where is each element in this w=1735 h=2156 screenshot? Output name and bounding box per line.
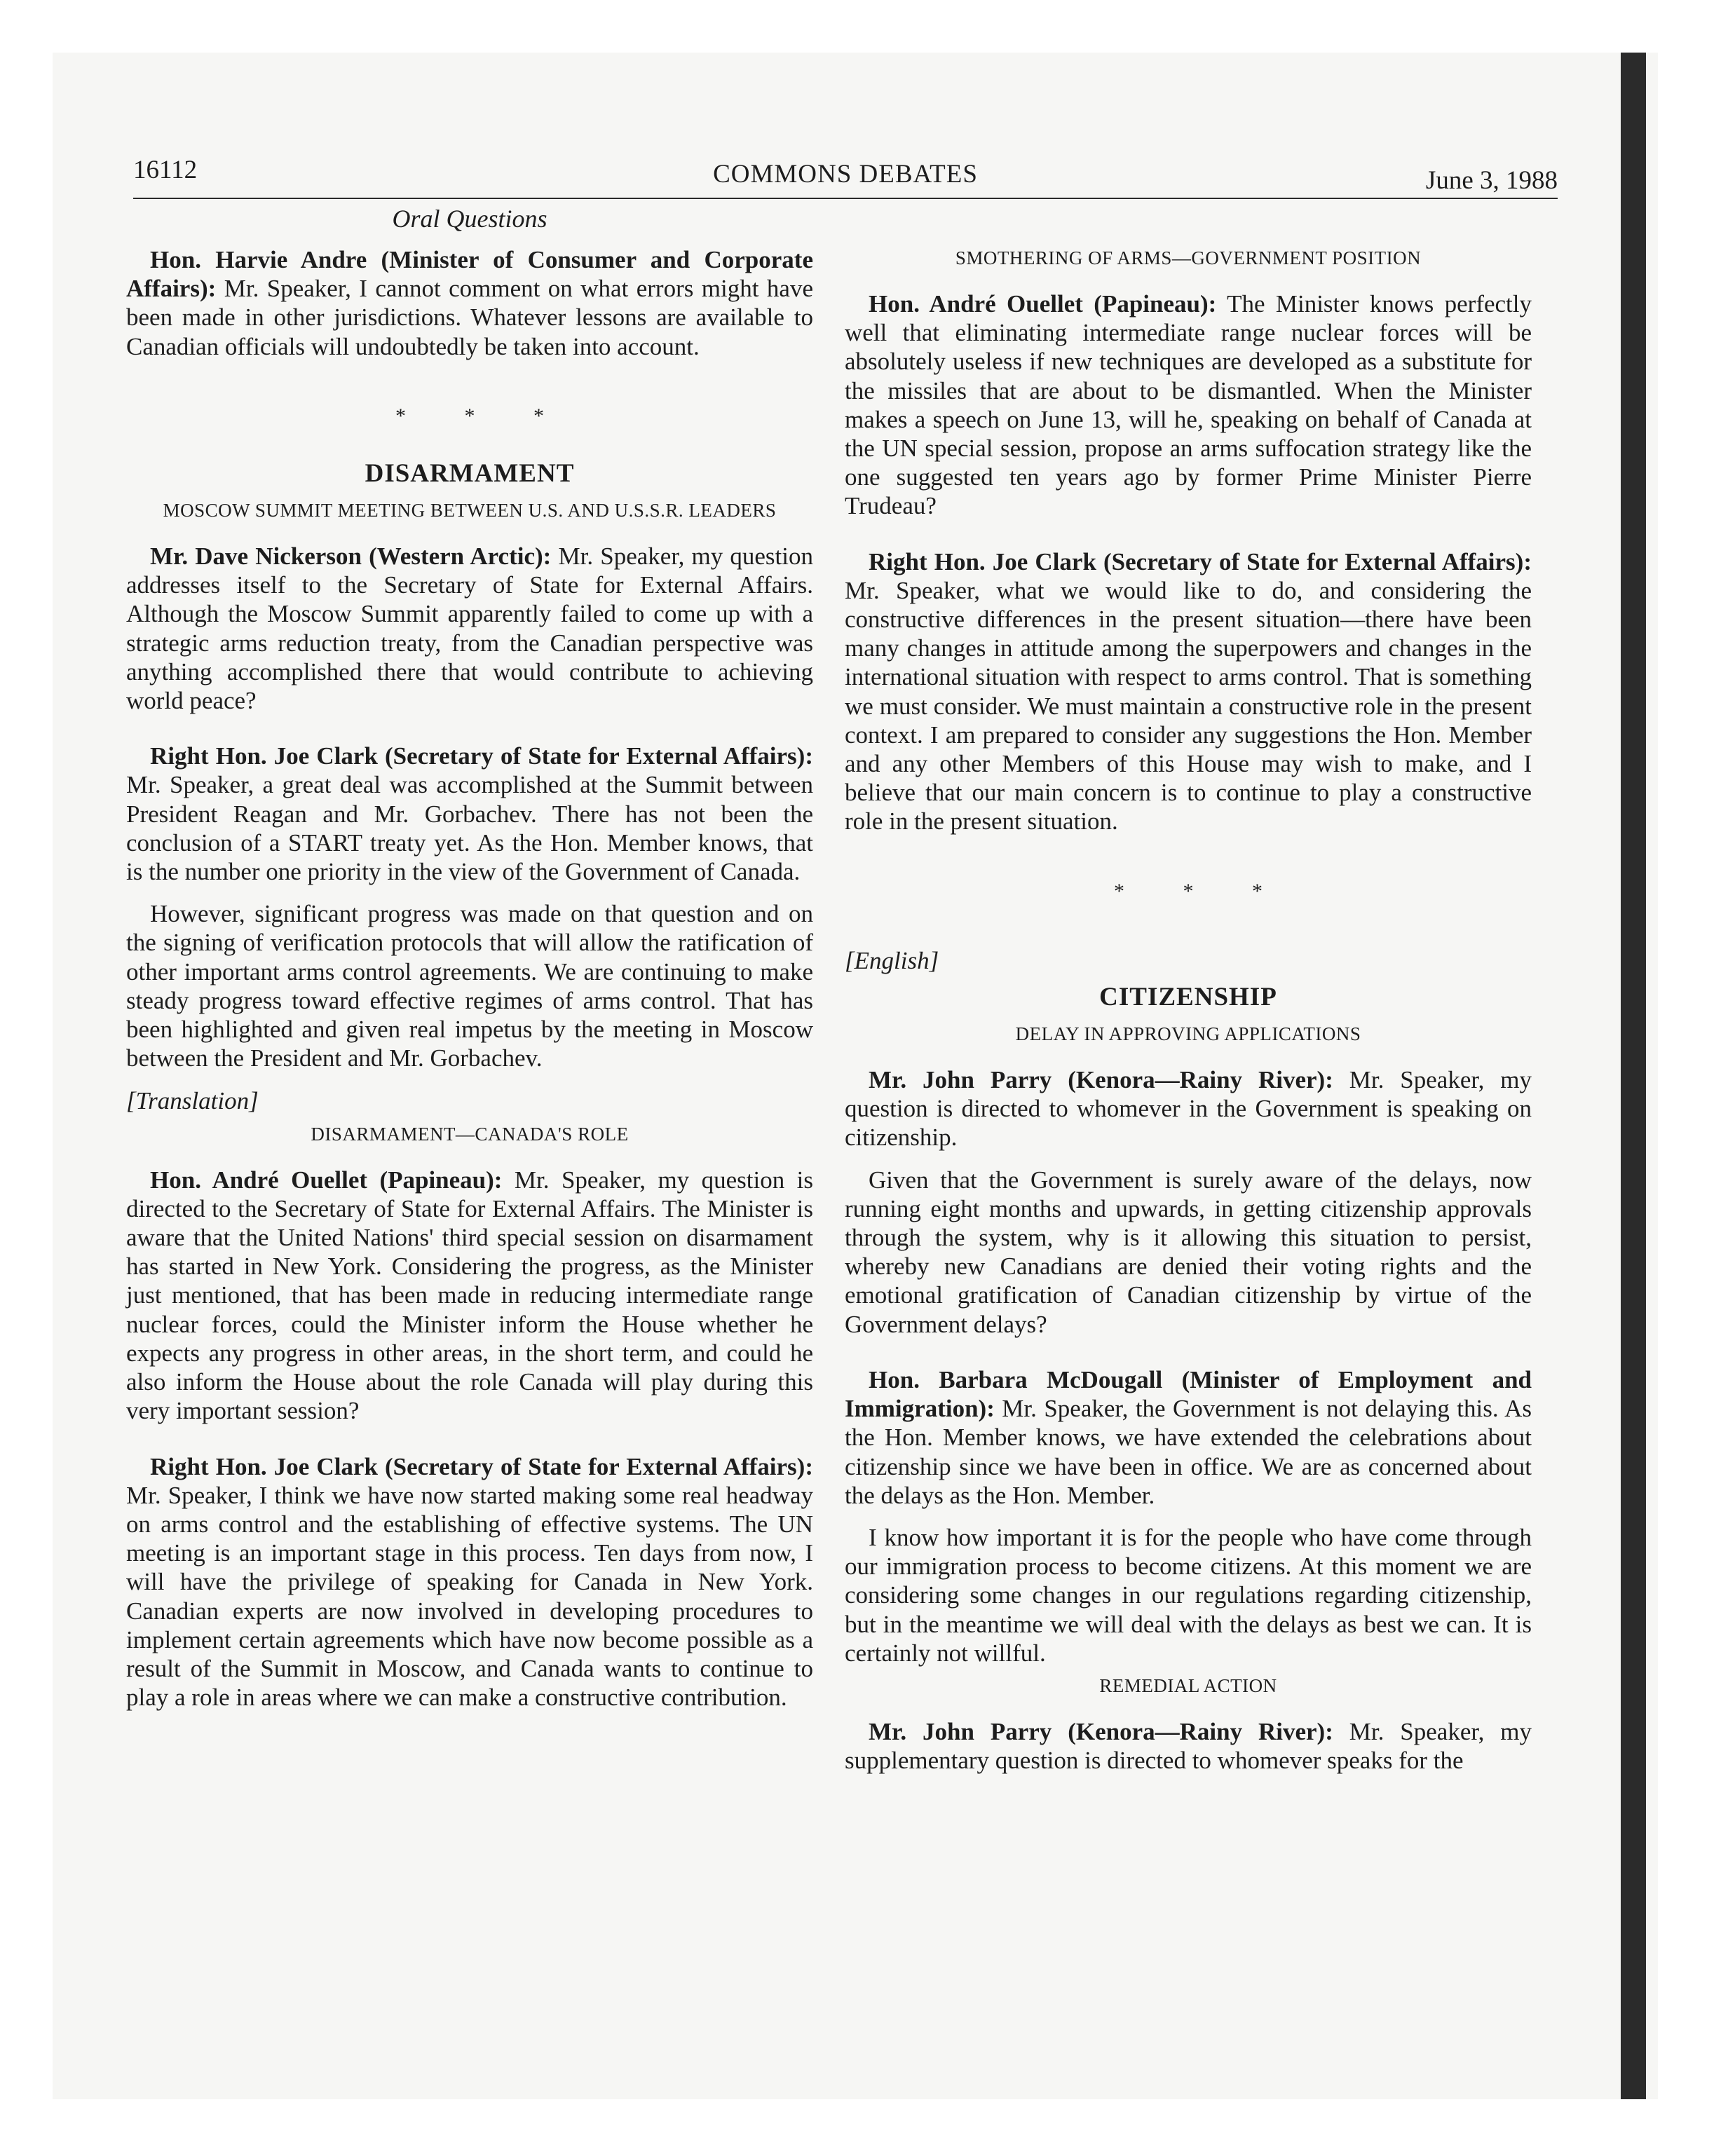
- paragraph: [126, 742, 813, 886]
- speech-text: Mr. Speaker, what we would like to do, and considering the constructive differences in the present situation—there have been many changes in attitude among the superpowers and changes in the international situation with respect to arms control. That is something we must consider. We must maintain a constructive role in the present context. I am prepared to consider any suggestions the Hon. Member and any other Members of this House may wish to make, and I believe that our main concern is to continue to play a constructive role in the present situation.: [845, 576, 1532, 835]
- section-separator: * * *: [1114, 879, 1289, 903]
- page-date: June 3, 1988: [1425, 166, 1558, 195]
- speech-text: Mr. Speaker, my question is directed to whomever in the Government is speaking on citizenship.: [845, 1066, 1532, 1152]
- speaker-name: Right Hon. Joe Clark (Secretary of State for External Affairs):: [150, 1452, 813, 1480]
- speaker-name: Mr. Dave Nickerson (Western Arctic):: [150, 543, 552, 571]
- subheading: REMEDIAL ACTION: [1099, 1674, 1277, 1696]
- section-heading: CITIZENSHIP: [1099, 983, 1277, 1012]
- speech-text: Mr. Speaker, I think we have now started making some real headway on arms control and the establishing of effective systems. The UN meeting is an important stage in this process. Ten days from now, I will have the privilege of speaking for Canada in New York. Canadian experts are now involved in developing procedures to implement certain agreements which have now become possible as a result of the Summit in Moscow, and Canada wants to continue to play a role in areas where we can make a constructive contribution.: [126, 1481, 813, 1712]
- paragraph: [126, 542, 813, 715]
- subheading: MOSCOW SUMMIT MEETING BETWEEN U.S. AND U.S.S.R. LEADERS: [163, 500, 777, 521]
- speech-text: Mr. Speaker, a great deal was accomplished at the Summit between President Reagan and Mr. Gorbachev. There has not been the conclusion of a START treaty yet. As the Hon. Member knows, that is the number one priority in the view of the Government of Canada.: [126, 771, 813, 886]
- section-separator: * * *: [395, 404, 571, 428]
- speaker-name: Hon. André Ouellet (Papineau):: [150, 1166, 503, 1194]
- page-header: [133, 156, 1558, 199]
- subheading: SMOTHERING OF ARMS—GOVERNMENT POSITION: [955, 247, 1422, 268]
- speaker-name: Mr. John Parry (Kenora—Rainy River):: [869, 1066, 1333, 1094]
- speech-text: Mr. Speaker, my question addresses itself to the Secretary of State for External Affairs. Although the Moscow Summit apparently failed to come up with a strategic arms reduction treaty, from the Canadian perspective was anything accomplished there that would contribute to achieving world peace?: [126, 543, 813, 715]
- journal-title: COMMONS DEBATES: [713, 160, 978, 189]
- subheading: DISARMAMENT—CANADA'S ROLE: [311, 1123, 629, 1145]
- speech-text: Mr. Speaker, I cannot comment on what errors might have been made in other jurisdictions. Whatever lessons are available to Canadian officials will undoubtedly be taken into account.: [126, 275, 813, 360]
- language-marker: [Translation]: [126, 1087, 259, 1115]
- running-head: Oral Questions: [392, 205, 547, 233]
- speech-text: Mr. Speaker, my question is directed to the Secretary of State for External Affairs. The Minister is aware that the United Nations' third special session on disarmament has started in New York. Considering the progress, as the Minister just mentioned, that has been made in reducing intermediate range nuclear forces, could the Minister inform the House whether he expects any progress in other areas, in the short term, and could he also inform the House about the role Canada will play during this very important session?: [126, 1166, 813, 1425]
- paragraph: However, significant progress was made on that question and on the signing of verification protocols that will allow the ratification of other important arms control agreements. We are continuing to make steady progress toward effective regimes of arms control. That has been highlighted and given real impetus by the meeting in Moscow between the President and Mr. Gorbachev.: [126, 900, 813, 1072]
- left-column: [126, 203, 813, 1712]
- subheading: DELAY IN APPROVING APPLICATIONS: [1015, 1023, 1361, 1045]
- section-heading: DISARMAMENT: [365, 459, 575, 489]
- speaker-name: Right Hon. Joe Clark (Secretary of State for External Affairs):: [869, 547, 1532, 575]
- page-number: 16112: [133, 156, 198, 184]
- speech-text: Mr. Speaker, the Government is not delaying this. As the Hon. Member knows, we have extended the celebrations about citizenship since we have been in office. We are as concerned about the delays as the Hon. Member.: [845, 1395, 1532, 1509]
- paragraph: [845, 289, 1532, 521]
- right-column: [845, 203, 1532, 1775]
- language-marker: [English]: [845, 946, 939, 974]
- paragraph: [845, 1717, 1532, 1775]
- speech-text: The Minister knows perfectly well that eliminating intermediate range nuclear forces will be absolutely useless if new techniques are developed as a substitute for the missiles that are about to be dismantled. When the Minister makes a speech on June 13, will he, speaking on behalf of Canada at the UN special session, propose an arms suffocation strategy like the one suggested ten years ago by former Prime Minister Pierre Trudeau?: [845, 290, 1532, 520]
- speaker-name: Right Hon. Joe Clark (Secretary of State for External Affairs):: [150, 742, 813, 770]
- paragraph: [845, 1065, 1532, 1152]
- paragraph: I know how important it is for the people who have come through our immigration process to become citizens. At this moment we are considering some changes in our regulations regarding citizenship, but in the meantime we will deal with the delays as best we can. It is certainly not willful.: [845, 1523, 1532, 1667]
- paragraph: [845, 1365, 1532, 1510]
- paragraph: [126, 245, 813, 361]
- speaker-name: Mr. John Parry (Kenora—Rainy River):: [869, 1717, 1333, 1745]
- speaker-name: Hon. Harvie Andre (Minister of Consumer and Corporate Affairs):: [126, 246, 813, 303]
- binding-edge: [1621, 53, 1646, 2099]
- paragraph: [126, 1452, 813, 1712]
- paragraph: [845, 547, 1532, 836]
- speech-text: Mr. Speaker, my supplementary question is directed to whomever speaks for the: [845, 1717, 1532, 1775]
- speaker-name: Hon. André Ouellet (Papineau):: [869, 290, 1217, 318]
- speaker-name: Hon. Barbara McDougall (Minister of Employment and Immigration):: [845, 1365, 1532, 1423]
- paragraph: Given that the Government is surely aware of the delays, now running eight months and upwards, in getting citizenship approvals through the system, why is it allowing this situation to persist, whereby new Canadians are denied their voting rights and the emotional gratification of Canadian citizenship by virtue of the Government delays?: [845, 1166, 1532, 1338]
- paragraph: [126, 1166, 813, 1426]
